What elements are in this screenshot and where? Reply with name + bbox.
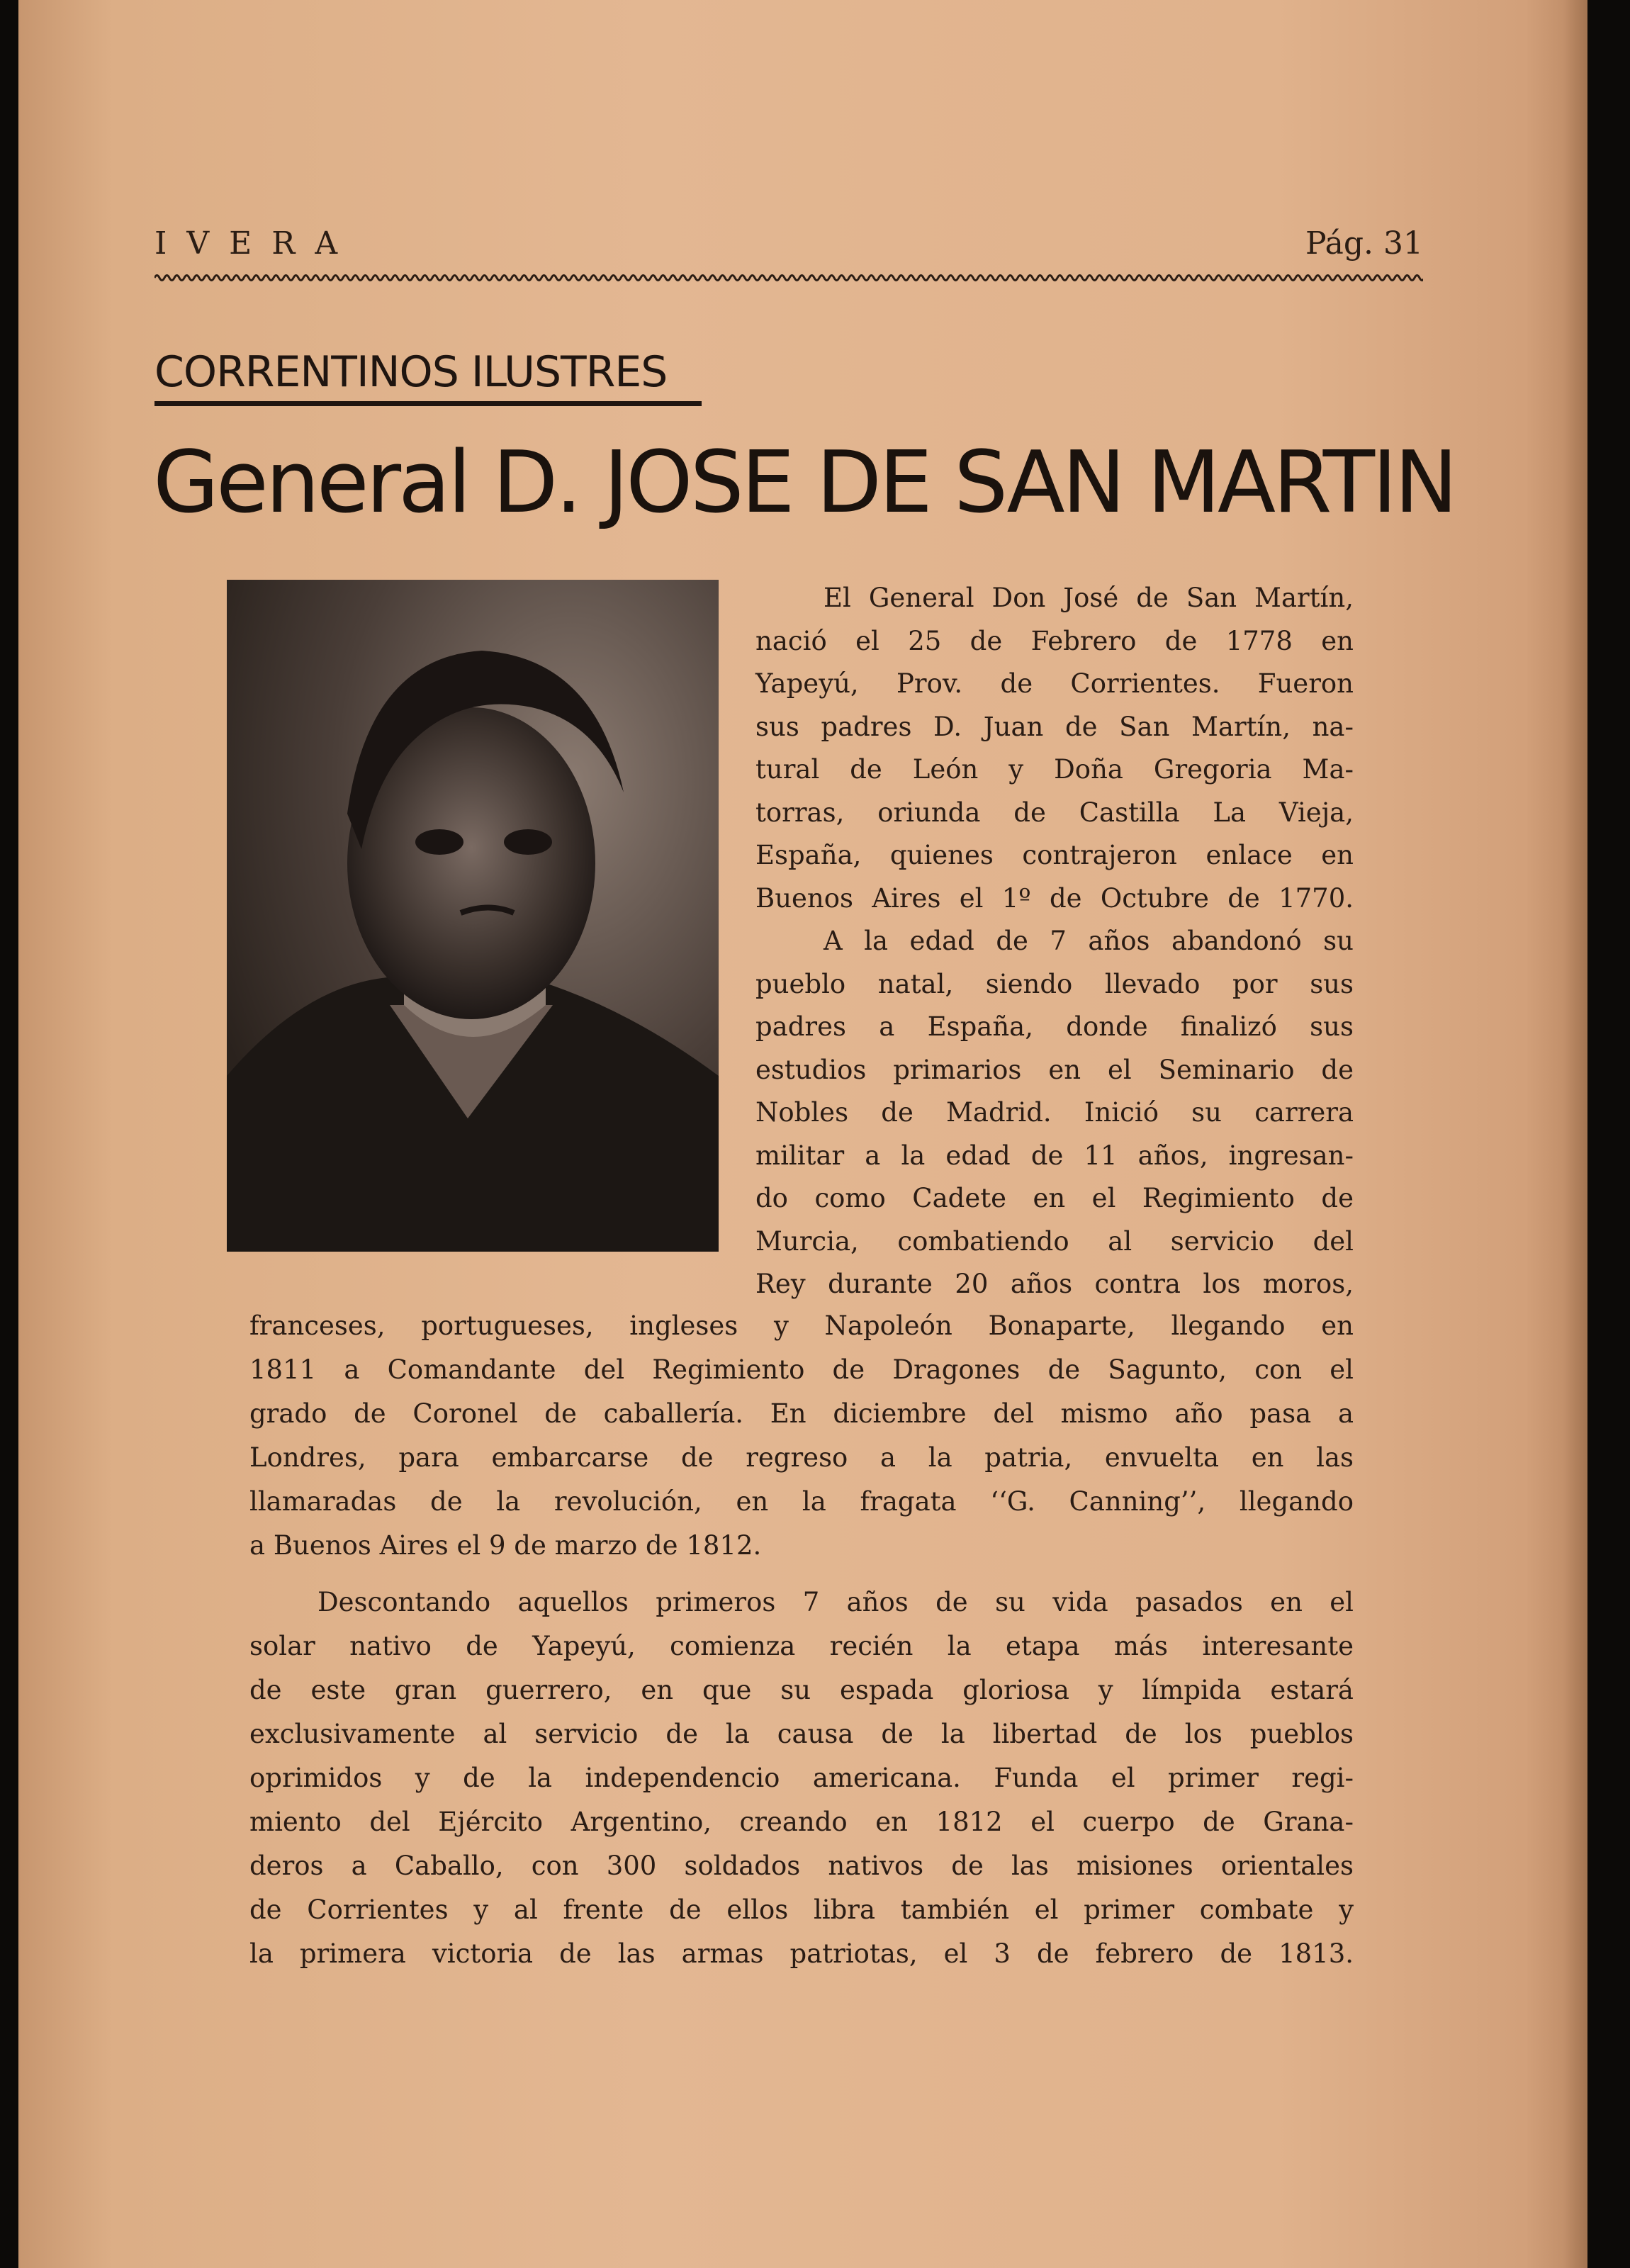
text-line: estudios primarios en el Seminario de (755, 1054, 1354, 1085)
text-line: grado de Coronel de caballería. En diciembre del mismo año pasa a (249, 1398, 1354, 1429)
text-line: de Corrientes y al frente de ellos libra también el primer combate y (249, 1894, 1354, 1925)
paragraph-continuation (249, 1304, 1354, 1568)
magazine-name: IVERA (154, 225, 358, 262)
text-line: nació el 25 de Febrero de 1778 en (755, 625, 1354, 656)
header-wavy-rule (154, 271, 1423, 285)
text-line: de este gran guerrero, en que su espada gloriosa y límpida estará (249, 1675, 1354, 1705)
section-heading: CORRENTINOS ILUSTRES (154, 347, 668, 397)
portrait-photo (227, 580, 719, 1252)
text-line: tural de León y Doña Gregoria Ma- (755, 754, 1354, 785)
text-line: llamaradas de la revolución, en la fragata ‘‘G. Canning’’, llegando (249, 1486, 1354, 1517)
text-line: Londres, para embarcarse de regreso a la patria, envuelta en las (249, 1442, 1354, 1473)
text-line: Nobles de Madrid. Inició su carrera (755, 1097, 1354, 1128)
text-line: solar nativo de Yapeyú, comienza recién la etapa más interesante (249, 1631, 1354, 1661)
text-line: oprimidos y de la independencio americana. Funda el primer regi- (249, 1763, 1354, 1793)
column-text (755, 577, 1354, 1306)
text-line: Descontando aquellos primeros 7 años de su vida pasados en el (317, 1587, 1354, 1617)
text-line: militar a la edad de 11 años, ingresan- (755, 1140, 1354, 1171)
article-title: General D. JOSE DE SAN MARTIN (153, 434, 1456, 532)
running-header (154, 225, 1423, 268)
text-line: España, quienes contrajeron enlace en (755, 840, 1354, 870)
paragraph-second (249, 1581, 1354, 1976)
text-line: A la edad de 7 años abandonó su (824, 926, 1354, 956)
text-line: miento del Ejército Argentino, creando en 1812 el cuerpo de Grana- (249, 1807, 1354, 1837)
text-line: pueblo natal, siendo llevado por sus (755, 968, 1354, 999)
column-paragraph (755, 577, 1354, 1306)
text-line: El General Don José de San Martín, (824, 583, 1354, 613)
full-width-text (249, 1304, 1354, 1976)
text-line: exclusivamente al servicio de la causa de la libertad de los pueblos (249, 1719, 1354, 1749)
text-line: 1811 a Comandante del Regimiento de Dragones de Sagunto, con el (249, 1354, 1354, 1385)
text-line: sus padres D. Juan de San Martín, na- (755, 711, 1354, 742)
text-line: franceses, portugueses, ingleses y Napoleón Bonaparte, llegando en (249, 1310, 1354, 1341)
magazine-page (18, 0, 1587, 2268)
text-line: do como Cadete en el Regimiento de (755, 1183, 1354, 1213)
text-line: a Buenos Aires el 9 de marzo de 1812. (249, 1530, 762, 1561)
text-line: Buenos Aires el 1º de Octubre de 1770. (755, 882, 1354, 914)
text-line: deros a Caballo, con 300 soldados nativos de las misiones orientales (249, 1851, 1354, 1881)
page-number: Pág. 31 (1305, 225, 1423, 262)
text-line: padres a España, donde finalizó sus (755, 1011, 1354, 1042)
text-line: Yapeyú, Prov. de Corrientes. Fueron (755, 668, 1354, 699)
text-line: torras, oriunda de Castilla La Vieja, (755, 797, 1354, 828)
text-line: Rey durante 20 años contra los moros, (755, 1269, 1354, 1299)
section-underline (154, 401, 702, 406)
text-line: la primera victoria de las armas patriotas, el 3 de febrero de 1813. (249, 1938, 1354, 1969)
text-line: Murcia, combatiendo al servicio del (755, 1225, 1354, 1257)
page-edge-shadow (1563, 0, 1587, 2268)
